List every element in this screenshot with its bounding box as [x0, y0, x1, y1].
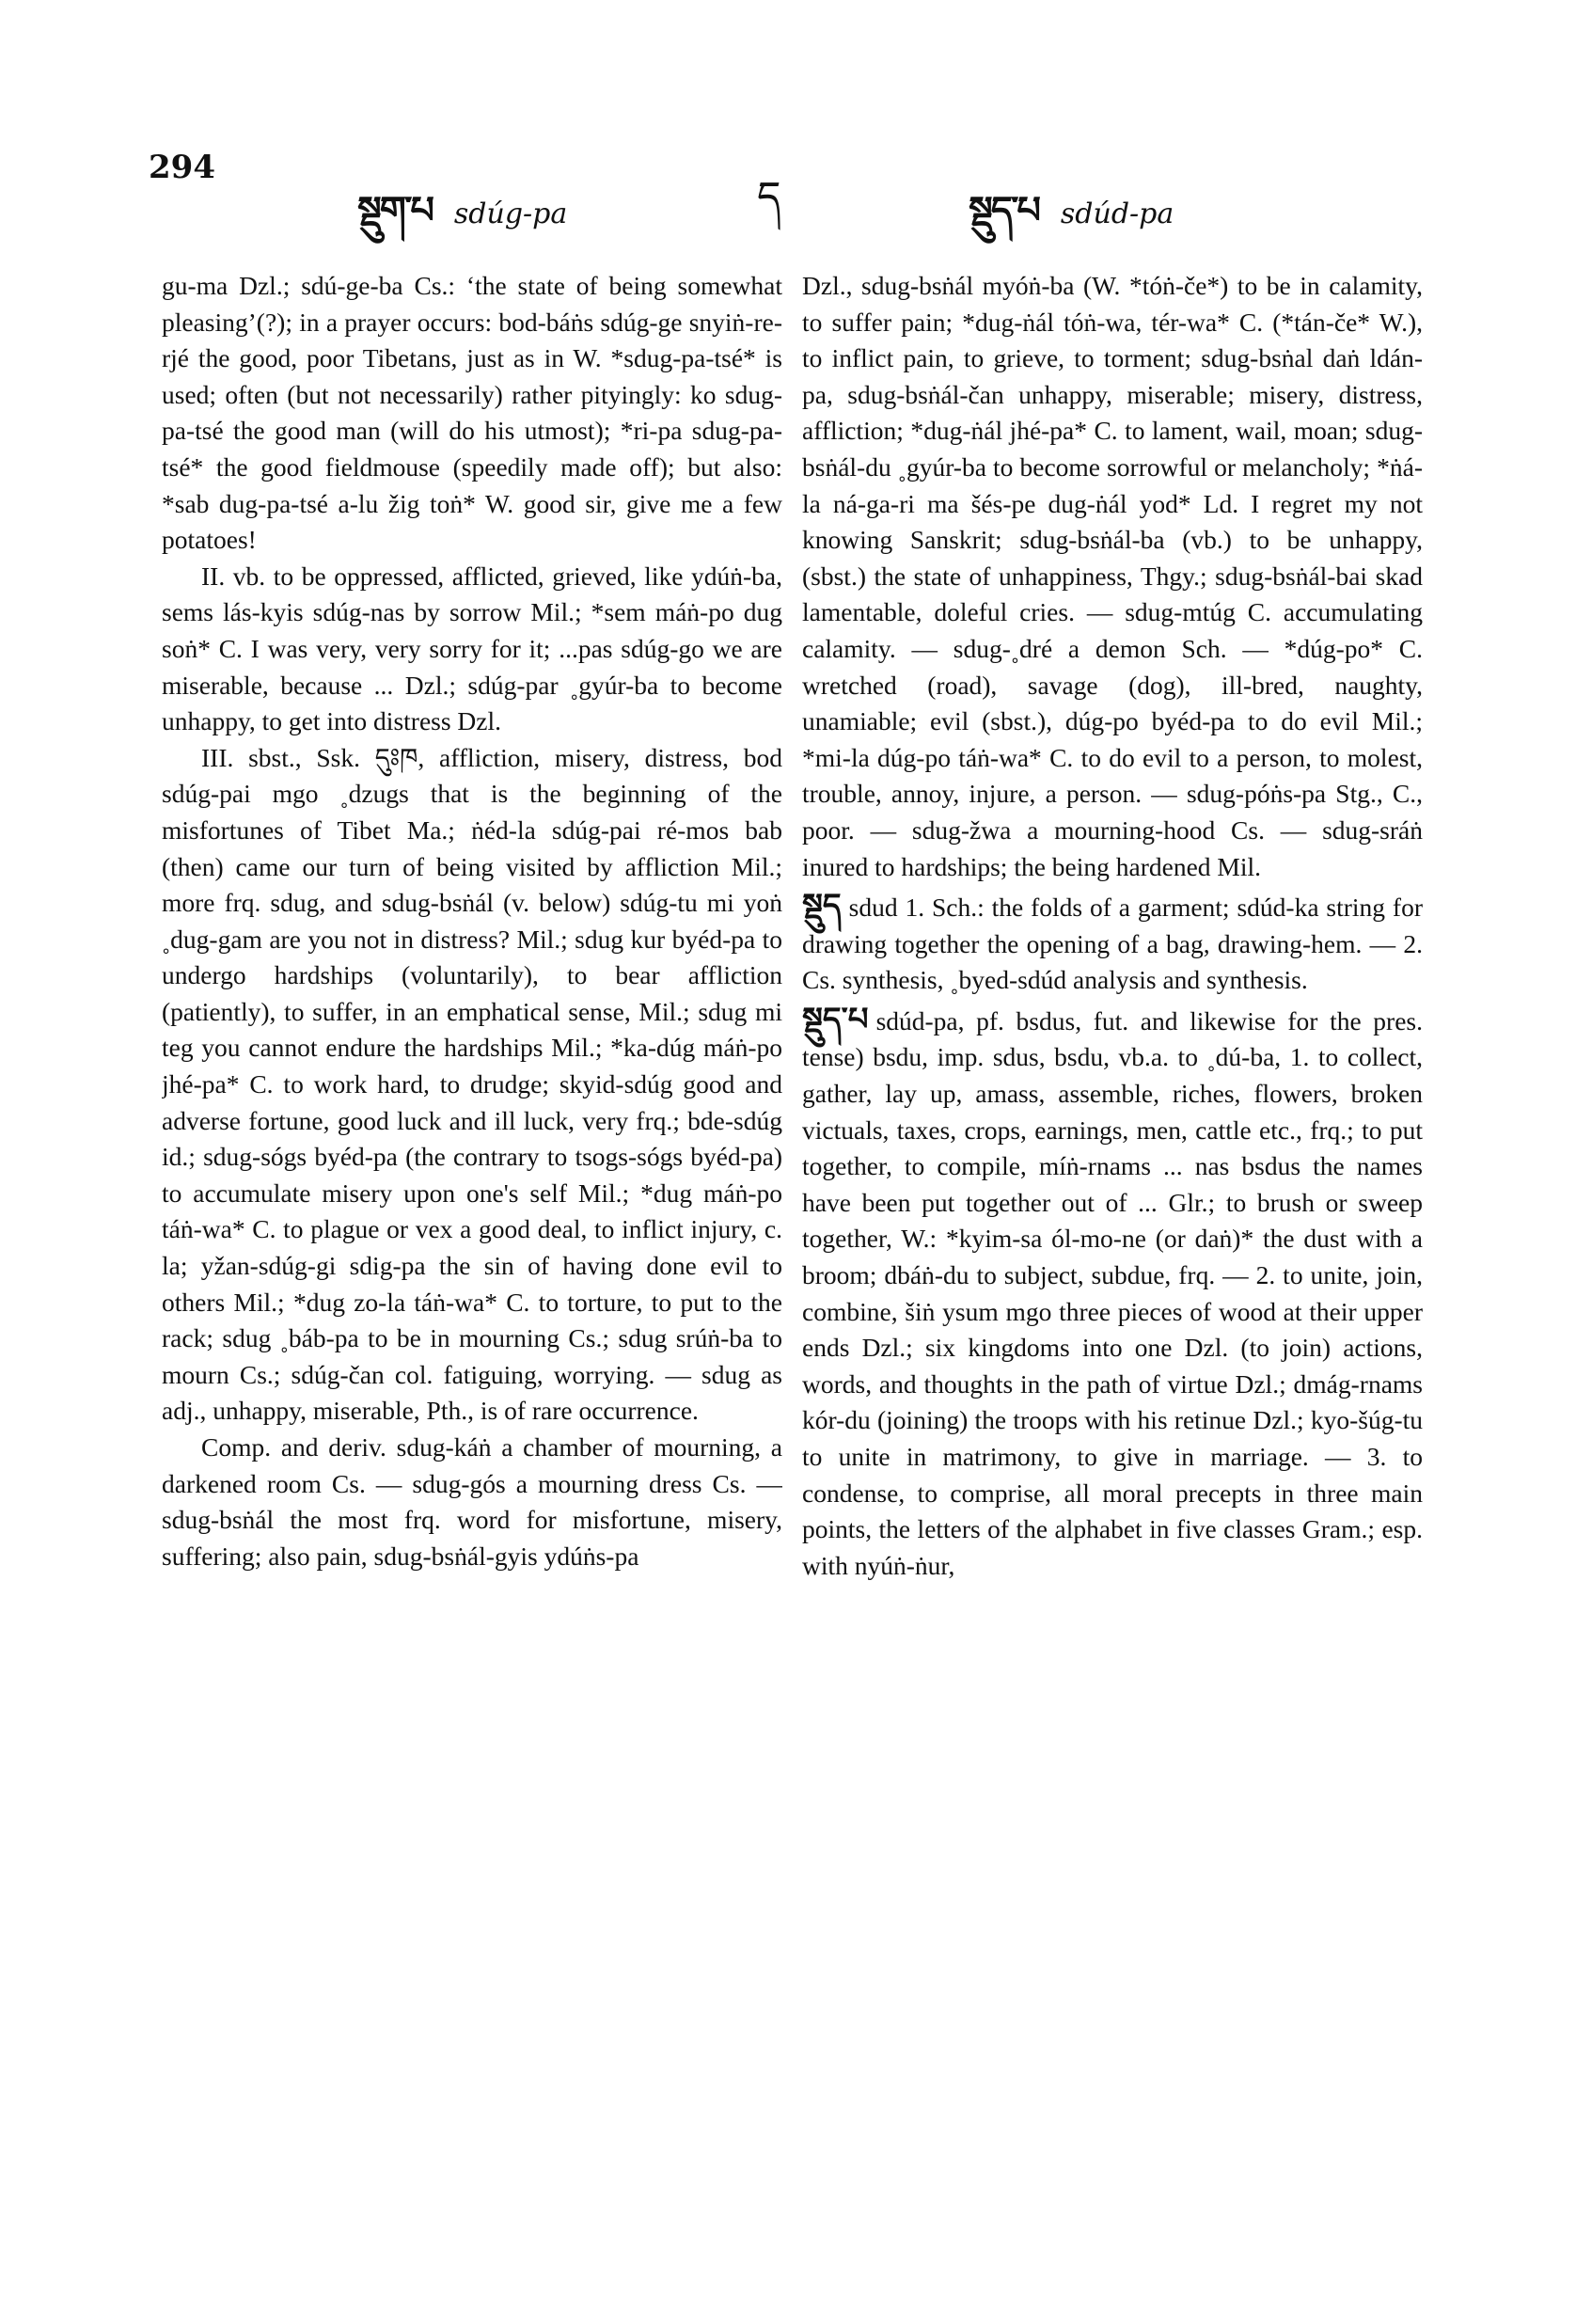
entry-sdud-text: sdud 1. Sch.: the folds of a garment; sdúd-ka string for drawing together the opening of a bag, drawing-hem. — 2. Cs. synthesis, ˳byed-sdúd analysis and synthesis. [802, 893, 1423, 995]
left-paragraph-3: III. sbst., Ssk. དུཿཁ, affliction, misery, distress, bod sdúg-pai mgo ˳dzugs that is the beginning of the misfortunes of Tibet Ma.; ṅéd-la sdúg-pai ré-mos bab (then) came our turn of being visited by affliction Mil.; more frq. sdug, and sdug-bsṅál (v. below) sdúg-tu mi yoṅ ˳dug-gam are you not in distress? Mil.; sdug kur byéd-pa to undergo hardships (voluntarily), to bear affliction (patiently), to suffer, in an emphatical sense, Mil.; sdug mi teg you cannot endure the hardships Mil.; *ka-dúg máṅ-po jhé-pa* C. to work hard, to drudge; skyid-sdúg good and adverse fortune, good luck and ill luck, very frq.; bde-sdúg id.; sdug-sógs byéd-pa (the contrary to tsogs-sógs byéd-pa) to accumulate misery upon one's self Mil.; *dug máṅ-po táṅ-wa* C. to plague or vex a good deal, to inflict injury, c. la; yžan-sdúg-gi sdig-pa the sin of having done evil to others Mil.; *dug zo-la táṅ-wa* C. to torture, to put to the rack; sdug ˳báb-pa to be in mourning Cs.; sdug srúṅ-ba to mourn Cs.; sdúg-čan col. fatiguing, worrying. — sdug as adj., unhappy, miserable, Pth., is of rare occurrence. [162, 742, 782, 1426]
running-head-right-tibetan: སྡུད་པ [969, 188, 1039, 232]
entry-sdud-tibetan: སྡུད [802, 889, 842, 925]
page-number: 294 [149, 149, 215, 186]
running-head-left-headword: sdúg-pa [453, 198, 568, 230]
right-paragraph-intro: Dzl., sdug-bsṅál myóṅ-ba (W. *tóṅ-če*) to be in calamity, to suffer pain; *dug-ṅál tóṅ-wa, tér-wa* C. (*tán-če* W.), to inflict pain, to grieve, to torment; sdug-bsṅal daṅ ldán-pa, sdug-bsṅál-čan unhappy, miserable; misery, distress, affliction; *dug-ṅál jhé-pa* C. to lament, wail, moan; sdug-bsṅál-du ˳gyúr-ba to become sorrowful or melancholy; *ṅá-la ná-ga-ri ma šés-pe dug-ṅál yod* Ld. I regret my not knowing Sanskrit; sdug-bsṅál-ba (vb.) to be unhappy, (sbst.) the state of unhappiness, Thgy.; sdug-bsṅál-bai skad lamentable, doleful cries. — sdug-mtúg C. accumulating calamity. — sdug-˳dré a demon Sch. — *dúg-po* C. wretched (road), savage (dog), ill-bred, naughty, unamiable; evil (sbst.), dúg-po byéd-pa to do evil Mil.; *mi-la dúg-po táṅ-wa* C. to do evil to a person, to molest, trouble, annoy, injure, a person. — sdug-póṅs-pa Stg., C., poor. — sdug-žwa a mourning-hood Cs. — sdug-sráṅ inured to hardships; the being hardened Mil. [802, 271, 1423, 881]
running-head-right-headword: sdúd-pa [1060, 198, 1174, 230]
running-head-right [969, 167, 1174, 274]
running-head-left-tibetan: སྡུག་པ [357, 188, 433, 232]
running-head-left [357, 167, 567, 274]
left-paragraph-1: gu-ma Dzl.; sdú-ge-ba Cs.: ‘the state of being somewhat pleasing’(?); in a prayer occurs: bod-báṅs sdúg-ge snyiṅ-re-rjé the good, poor Tibetans, just as in W. *sdug-pa-tsé* is used; often (but not necessarily) rather pityingly: ko sdug-pa-tsé the good man (will do his utmost); *ri-pa sdug-pa-tsé* the good fieldmouse (speedily made off); but also: *sab dug-pa-tsé a-lu žig toṅ* W. good sir, give me a few potatoes! [162, 271, 782, 555]
entry-sdud-pa-tibetan: སྡུད་པ [802, 1002, 869, 1037]
left-paragraph-4: Comp. and deriv. sdug-káṅ a chamber of mourning, a darkened room Cs. — sdug-gós a mourning dress Cs. — sdug-bsṅál the most frq. word for misfortune, misery, suffering; also pain, sdug-bsṅál-gyis ydúṅs-pa [162, 1432, 782, 1571]
running-head-letter: ད [757, 173, 781, 221]
left-paragraph-2: II. vb. to be oppressed, afflicted, grieved, like ydúṅ-ba, sems lás-kyis sdúg-nas by sorrow Mil.; *sem máṅ-po dug soṅ* C. I was very, very sorry for it; ...pas sdúg-go we are miserable, because ... Dzl.; sdúg-par ˳gyúr-ba to become unhappy, to get into distress Dzl. [162, 561, 782, 736]
entry-sdud-pa-text: sdúd-pa, pf. bsdus, fut. and likewise for the pres. tense) bsdu, imp. sdus, bsdu, vb.a. to ˳dú-ba, 1. to collect, gather, lay up, amass, assemble, riches, flowers, broken victuals, taxes, crops, earnings, men, cattle etc., frq.; to put together, to compile, míṅ-rnams ... nas bsdus the names have been put together out of ... Glr.; to brush or sweep together, W.: *kyim-sa ól-mo-ne (or daṅ)* the dust with a broom; dbáṅ-du to subject, subdue, frq. — 2. to unite, join, combine, šiṅ ysum mgo three pieces of wood at their upper ends Dzl.; six kingdoms into one Dzl. (to join) actions, words, and thoughts in the path of virtue Dzl.; dmág-rnams kór-du (joining) the troops with his retinue Dzl.; kyo-šúg-tu to unite in matrimony, to give in marriage. — 3. to condense, to comprise, all moral precepts in three main points, the letters of the alphabet in five classes Gram.; esp. with nyúṅ-ṅur, [802, 1005, 1423, 1580]
right-column [802, 268, 1423, 2234]
left-column [162, 268, 782, 2234]
entry-sdud [802, 889, 1423, 999]
entry-sdud-pa [802, 1003, 1423, 1585]
